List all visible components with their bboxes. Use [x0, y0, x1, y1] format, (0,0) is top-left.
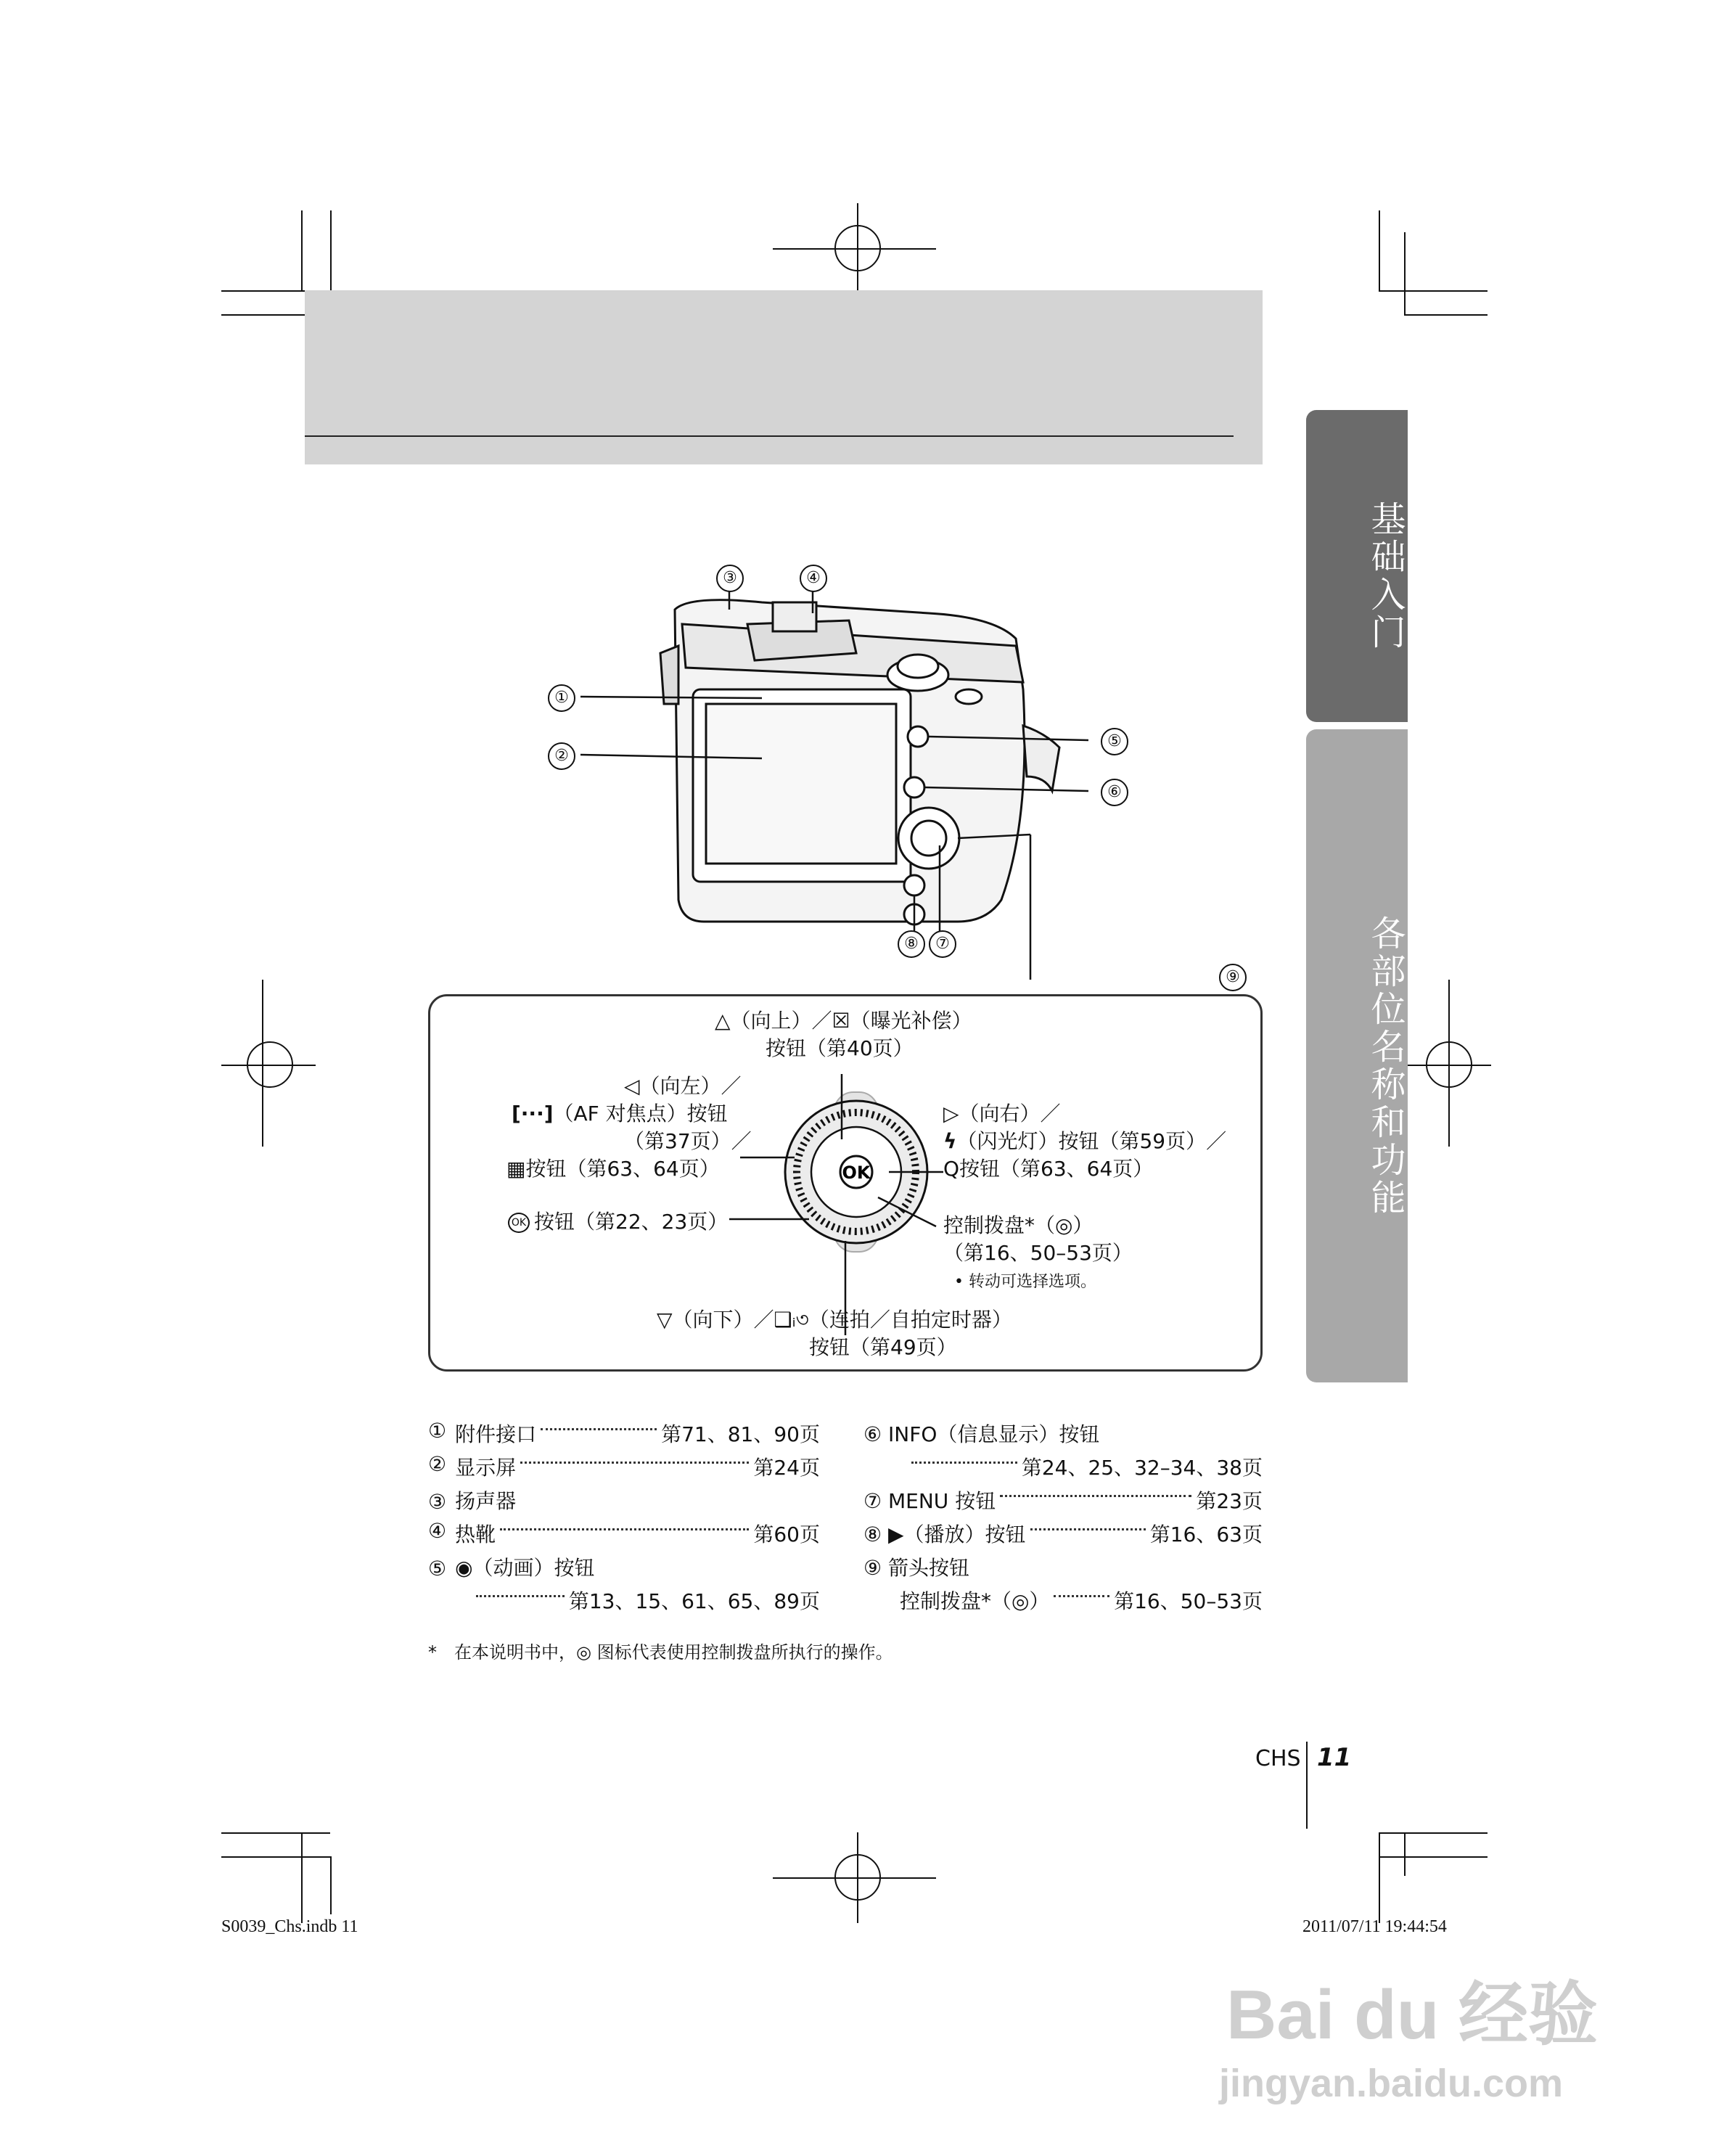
footnote: * 在本说明书中，◎ 图标代表使用控制拨盘所执行的操作。 — [428, 1642, 893, 1663]
crop-mark — [773, 248, 936, 250]
crop-mark — [301, 210, 303, 290]
print-file-name: S0039_Chs.indb 11 — [221, 1917, 358, 1936]
callout-7: ⑦ — [929, 930, 956, 958]
footer-divider — [1306, 1742, 1308, 1829]
legend-left-3: ③ 扬声器 — [428, 1489, 517, 1514]
art-filter-icon: ▦ — [506, 1157, 526, 1181]
sequential-selftimer-icon: ❑ᵢ৩ — [774, 1308, 809, 1332]
crop-mark — [330, 1856, 332, 1914]
right-label-line2: ϟ（闪光灯）按钮（第59页）／ — [943, 1129, 1227, 1153]
header-band — [305, 290, 1263, 464]
crop-mark — [1404, 314, 1488, 316]
dial-label-line1: 控制拨盘*（◎） — [943, 1213, 1094, 1237]
up-label-line2: 按钮（第40页） — [766, 1036, 914, 1060]
crop-mark — [857, 1832, 858, 1923]
ok-label: OK 按钮（第22、23页） — [508, 1208, 728, 1236]
crop-mark — [301, 1832, 303, 1923]
legend-left-2: ② 显示屏 第24页 — [428, 1452, 820, 1480]
arrow-pad-leaders — [726, 1074, 980, 1335]
legend-left-5-page: 第13、15、61、65、89页 — [472, 1588, 820, 1615]
legend-right-6: ⑥ INFO（信息显示）按钮 — [863, 1422, 1100, 1446]
crop-mark — [262, 980, 263, 1147]
callout-9: ⑨ — [1219, 964, 1247, 991]
crop-mark — [1379, 1832, 1488, 1834]
callout-4: ④ — [800, 565, 827, 592]
up-label-line1: △（向上）／☒（曝光补偿） — [715, 1009, 972, 1033]
crop-mark — [1379, 1856, 1488, 1858]
crop-mark — [1404, 1832, 1406, 1876]
left-label-line2: [···]（AF 对焦点）按钮 — [512, 1102, 728, 1126]
callout-6: ⑥ — [1101, 779, 1128, 806]
ok-icon: OK — [508, 1213, 530, 1233]
watermark-brand: Bai du 经验 — [1226, 1976, 1599, 2054]
legend-right-9: ⑨ 箭头按钮 — [863, 1556, 970, 1580]
watermark-url: jingyan.baidu.com — [1219, 2062, 1564, 2105]
callout-1: ① — [548, 684, 575, 712]
legend-right-7: ⑦ MENU 按钮 第23页 — [863, 1489, 1263, 1513]
exposure-icon: ☒ — [832, 1009, 850, 1033]
print-timestamp: 2011/07/11 19:44:54 — [1302, 1917, 1447, 1936]
crop-mark — [221, 1856, 330, 1858]
crop-mark — [1404, 232, 1406, 316]
legend-left-1: ① 附件接口 第71、81、90页 — [428, 1419, 820, 1446]
page-number: 11 — [1317, 1743, 1352, 1772]
crop-mark — [857, 203, 858, 294]
flash-icon: ϟ — [943, 1129, 957, 1153]
header-rule — [305, 435, 1234, 437]
side-tab-basics[interactable]: 基础入门 — [1306, 410, 1408, 722]
left-label-line3: （第37页）／ — [624, 1129, 752, 1153]
callout-3: ③ — [716, 565, 744, 592]
right-label-line1: ▷（向右）／ — [943, 1102, 1061, 1126]
left-label-line4: ▦按钮（第63、64页） — [506, 1157, 720, 1181]
legend-left-4: ④ 热靴 第60页 — [428, 1519, 820, 1546]
camera-back-illustration — [522, 559, 1146, 980]
crop-mark — [1379, 290, 1488, 292]
crop-mark — [1379, 210, 1380, 290]
right-label-line3: Q按钮（第63、64页） — [943, 1157, 1154, 1181]
legend-right-6-page: 第24、25、32–34、38页 — [907, 1454, 1263, 1482]
legend-left-5: ⑤ ◉（动画）按钮 — [428, 1556, 595, 1581]
dial-note: • 转动可选择选项。 — [954, 1273, 1096, 1291]
crop-mark — [773, 1877, 936, 1879]
crop-mark — [1379, 1832, 1380, 1923]
down-label-line1: ▽（向下）／❑ᵢ৩（连拍／自拍定时器） — [657, 1308, 1012, 1332]
af-point-icon: [···] — [512, 1102, 554, 1126]
dial-ok-label: OK — [842, 1163, 871, 1183]
language-code: CHS — [1255, 1746, 1301, 1771]
side-tab-parts[interactable]: 各部位名称和功能 — [1306, 729, 1408, 1382]
crop-mark — [221, 1065, 316, 1066]
down-label-line2: 按钮（第49页） — [809, 1335, 957, 1359]
legend-right-8: ⑧ ▶（播放）按钮 第16、63页 — [863, 1522, 1263, 1546]
crop-mark — [221, 1832, 330, 1834]
left-label-line1: ◁（向左）／ — [624, 1074, 742, 1098]
magnify-icon: Q — [943, 1157, 960, 1181]
crop-mark — [1448, 980, 1450, 1147]
callout-2: ② — [548, 742, 575, 770]
callout-5: ⑤ — [1101, 728, 1128, 755]
legend-right-9-dial: 控制拨盘*（◎） 第16、50–53页 — [900, 1589, 1263, 1613]
dial-label-line2: （第16、50–53页） — [943, 1241, 1133, 1265]
callout-8: ⑧ — [898, 930, 925, 958]
